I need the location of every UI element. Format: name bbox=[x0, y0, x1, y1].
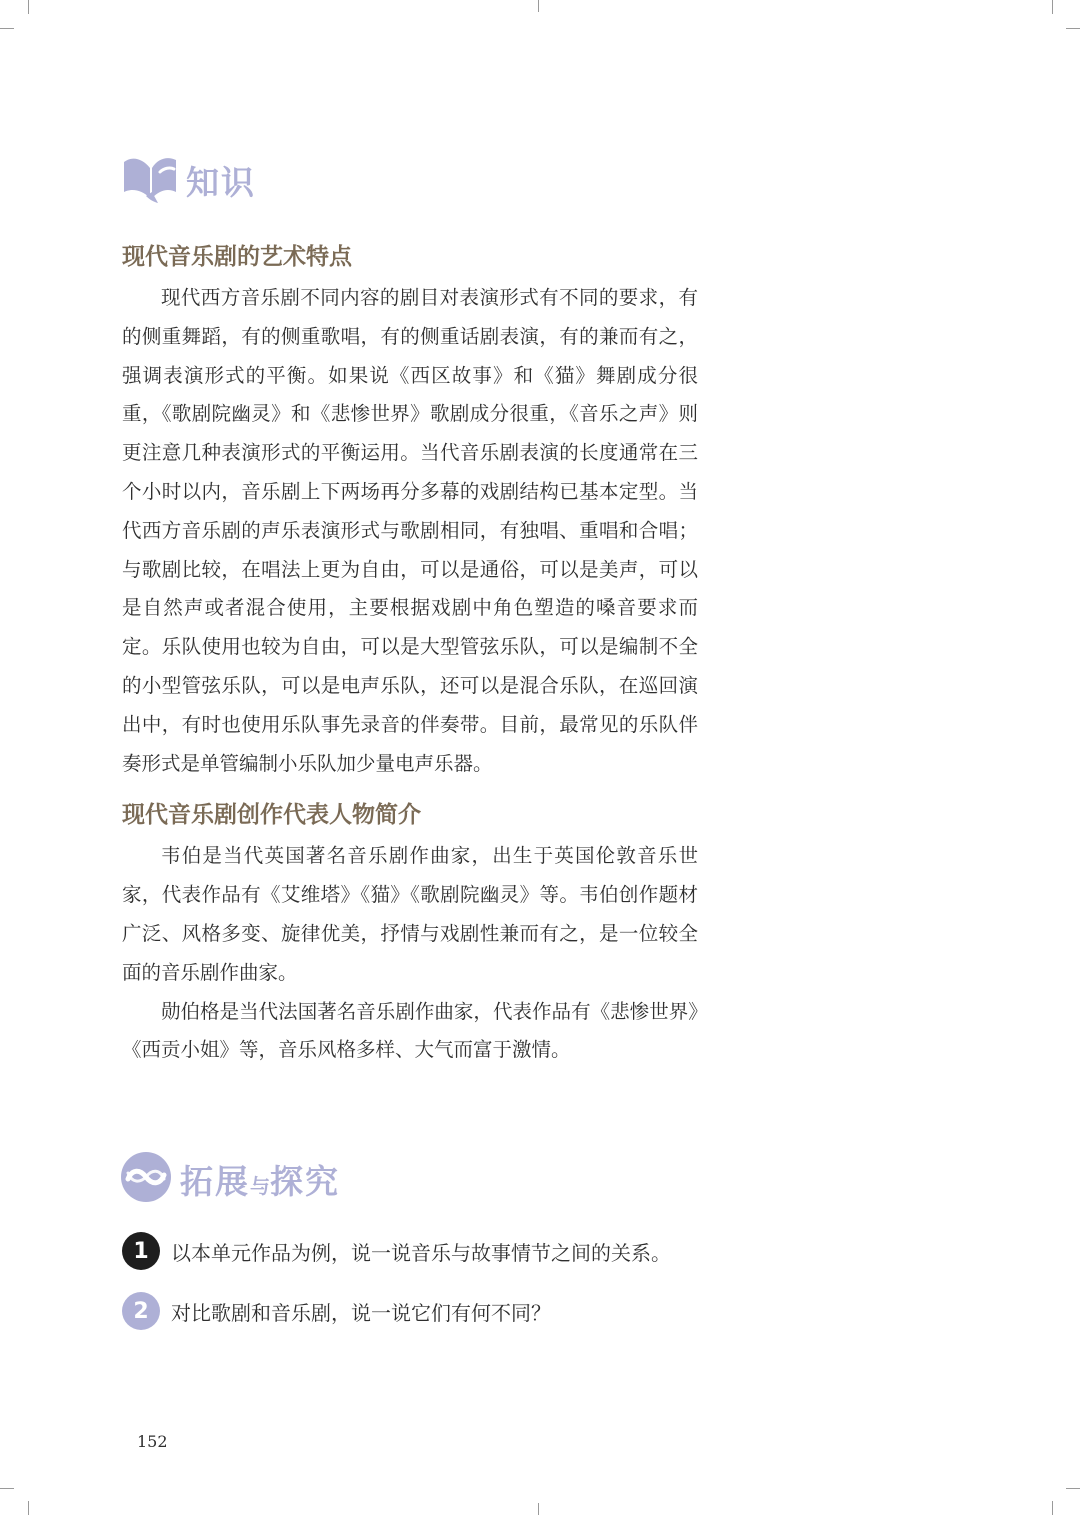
crop-mark-bottom-right bbox=[1052, 1501, 1053, 1515]
explore-title bbox=[180, 1156, 340, 1203]
section-title-composers: 现代音乐剧创作代表人物简介 bbox=[122, 802, 421, 829]
crop-mark-bottom-left-h bbox=[0, 1488, 14, 1489]
question-number-badge: 1 bbox=[122, 1232, 160, 1270]
question-list bbox=[122, 1230, 742, 1350]
paragraph-features: 现代西方音乐剧不同内容的剧目对表演形式有不同的要求，有的侧重舞蹈，有的侧重歌唱，有的侧重话剧表演，有的兼而有之，强调表演形式的平衡。如果说《西区故事》和《猫》舞剧成分很重，《歌剧院幽灵》和《悲惨世界》歌剧成分很重，《音乐之声》则更注意几种表演形式的平衡运用。当代音乐剧表演的长度通常在三个小时以内，音乐剧上下两场再分多幕的戏剧结构已基本定型。当代西方音乐剧的声乐表演形式与歌剧相同，有独唱、重唱和合唱；与歌剧比较，在唱法上更为自由，可以是通俗，可以是美声，可以是自然声或者混合使用，主要根据戏剧中角色塑造的嗓音要求而定。乐队使用也较为自由，可以是大型管弦乐队，可以是编制不全的小型管弦乐队，可以是电声乐队，还可以是混合乐队，在巡回演出中，有时也使用乐队事先录音的伴奏带。目前，最常见的乐队伴奏形式是单管编制小乐队加少量电声乐器。 bbox=[122, 286, 698, 775]
crop-mark-top-right bbox=[1052, 0, 1053, 14]
crop-mark-bottom-center bbox=[538, 1503, 539, 1515]
crop-mark-top-center bbox=[538, 0, 539, 12]
section-title-features: 现代音乐剧的艺术特点 bbox=[122, 244, 352, 270]
crop-mark-top-left bbox=[28, 0, 29, 14]
question-number-badge: 2 bbox=[122, 1292, 160, 1330]
paragraph-webber: 韦伯是当代英国著名音乐剧作曲家，出生于英国伦敦音乐世家，代表作品有《艾维塔》《猫》《歌剧院幽灵》等。韦伯创作题材广泛、风格多变、旋律优美，抒情与戏剧性兼而有之，是一位较全面的音乐剧作曲家。 bbox=[122, 844, 698, 984]
crop-mark-top-right-h bbox=[1066, 28, 1080, 29]
open-book-icon bbox=[122, 152, 178, 208]
infinity-loop-icon bbox=[120, 1151, 172, 1207]
explore-title-part1: 拓展 bbox=[180, 1161, 250, 1201]
explore-header bbox=[120, 1151, 340, 1207]
knowledge-header bbox=[122, 152, 256, 208]
question-text: 对比歌剧和音乐剧，说一说它们有何不同？ bbox=[171, 1300, 551, 1325]
question-text: 以本单元作品为例，说一说音乐与故事情节之间的关系。 bbox=[171, 1240, 671, 1265]
question-item bbox=[122, 1290, 742, 1332]
explore-title-connector: 与 bbox=[250, 1173, 270, 1198]
question-item bbox=[122, 1230, 742, 1272]
crop-mark-top-left-h bbox=[0, 28, 14, 29]
crop-mark-bottom-right-h bbox=[1066, 1488, 1080, 1489]
crop-mark-bottom-left bbox=[28, 1501, 29, 1515]
page-number: 152 bbox=[137, 1432, 168, 1451]
paragraph-schonberg: 勋伯格是当代法国著名音乐剧作曲家，代表作品有《悲惨世界》《西贡小姐》等，音乐风格多样、大气而富于激情。 bbox=[122, 999, 698, 1062]
explore-title-part2: 探究 bbox=[270, 1161, 340, 1201]
knowledge-content bbox=[122, 235, 698, 1070]
knowledge-title: 知识 bbox=[186, 162, 256, 202]
